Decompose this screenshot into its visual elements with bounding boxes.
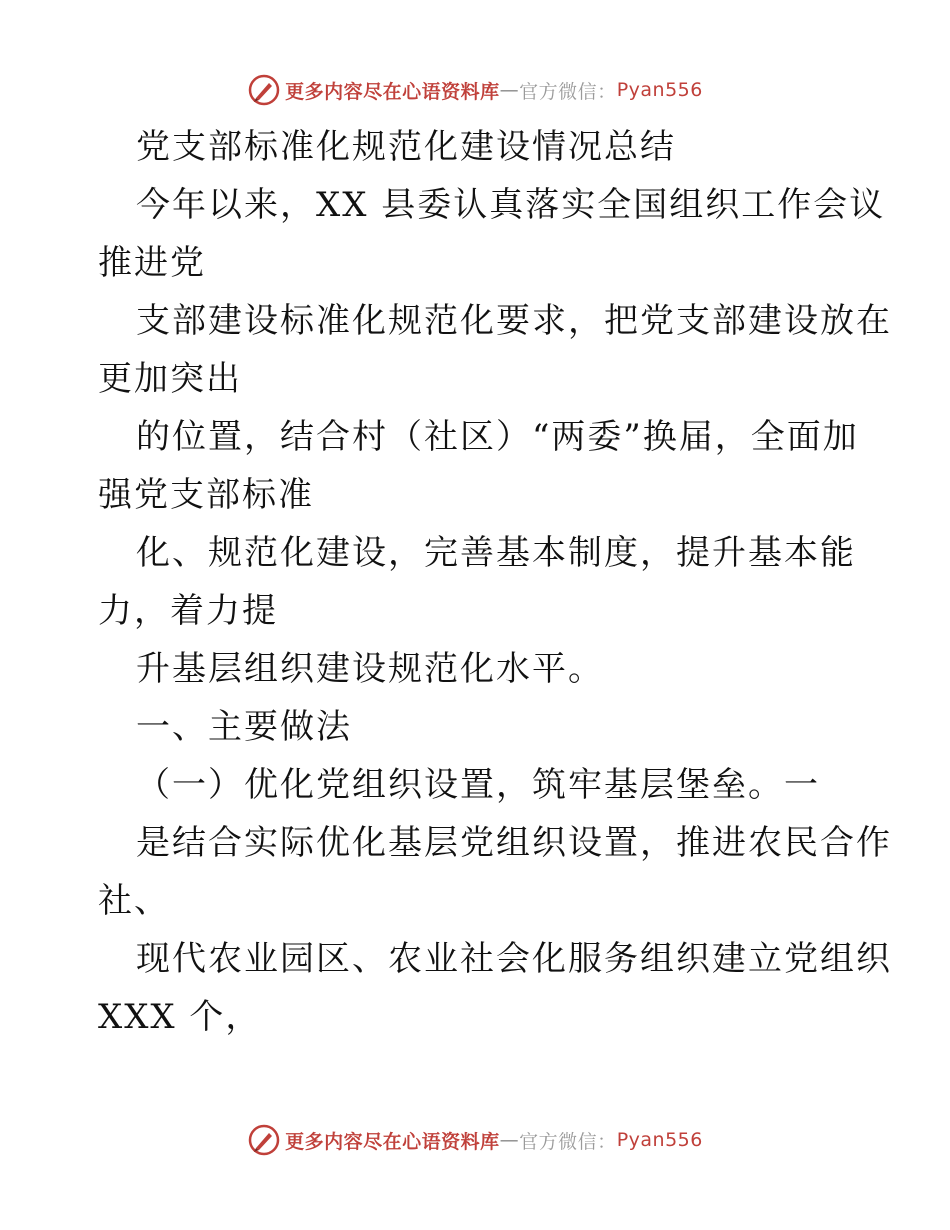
text-line: 是结合实际优化基层党组织设置，推进农民合作 bbox=[136, 823, 892, 863]
section-heading: 一、主要做法 bbox=[136, 707, 352, 747]
text-line: 升基层组织建设规范化水平。 bbox=[136, 649, 604, 689]
text-line: 化、规范化建设，完善基本制度，提升基本能 bbox=[136, 533, 856, 573]
text-line: 社、 bbox=[98, 881, 170, 921]
pen-logo-icon bbox=[247, 73, 281, 107]
pen-logo-icon bbox=[247, 1123, 281, 1157]
text-line: 今年以来，XX 县委认真落实全国组织工作会议 bbox=[136, 185, 886, 225]
footer-watermark-banner bbox=[0, 1120, 950, 1160]
text-line: 的位置，结合村（社区）“两委”换届，全面加 bbox=[136, 417, 859, 457]
header-watermark-banner bbox=[0, 70, 950, 110]
banner-dash: — bbox=[499, 79, 520, 101]
banner-dash: — bbox=[499, 1129, 520, 1151]
banner-wechat-label: 官方微信： bbox=[519, 1130, 617, 1153]
text-line: XXX 个， bbox=[98, 997, 262, 1037]
text-line: 现代农业园区、农业社会化服务组织建立党组织 bbox=[136, 939, 892, 979]
document-body bbox=[98, 118, 892, 1046]
text-line: 强党支部标准 bbox=[98, 475, 314, 515]
document-title: 党支部标准化规范化建设情况总结 bbox=[136, 127, 676, 167]
banner-wechat-label: 官方微信： bbox=[519, 80, 617, 103]
subsection-heading: （一）优化党组织设置，筑牢基层堡垒。一 bbox=[136, 765, 820, 805]
banner-wechat-id: Pyan556 bbox=[616, 79, 703, 101]
banner-main-text: 更多内容尽在心语资料库 bbox=[285, 1130, 500, 1153]
text-line: 力，着力提 bbox=[98, 591, 278, 631]
banner-main-text: 更多内容尽在心语资料库 bbox=[285, 80, 500, 103]
text-line: 推进党 bbox=[98, 243, 206, 283]
banner-wechat-id: Pyan556 bbox=[616, 1129, 703, 1151]
text-line: 支部建设标准化规范化要求，把党支部建设放在 bbox=[136, 301, 892, 341]
text-line: 更加突出 bbox=[98, 359, 242, 399]
